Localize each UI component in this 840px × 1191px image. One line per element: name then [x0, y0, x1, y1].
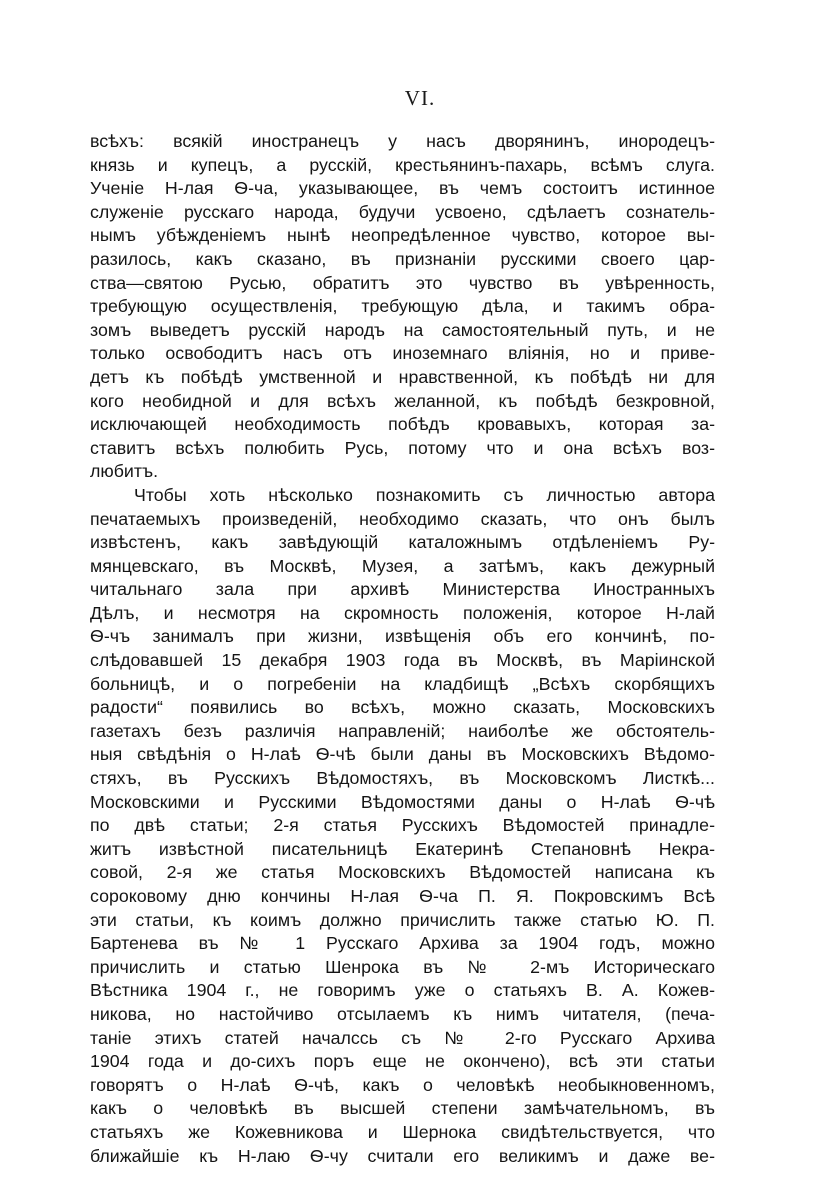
text-line: ства—святою Русью, обратитъ это чувство въ увѣренность, [90, 272, 715, 293]
text-line: 1904 года и до-сихъ поръ еще не окончено), всѣ эти статьи [90, 1051, 715, 1072]
text-line: всѣхъ: всякій иностранецъ у насъ дворянинъ, инородецъ- [90, 131, 715, 151]
paragraph-2 [90, 484, 715, 1168]
body-text [90, 130, 715, 1168]
text-line: Дѣлъ, и несмотря на скромность положенія, которое Н-лай [90, 602, 715, 623]
text-line: никова, но настойчиво отсылаемъ къ нимъ читателя, (печа- [90, 1003, 715, 1024]
text-line: ближайшіе къ Н-лаю Ѳ-чу считали его великимъ и даже ве- [90, 1145, 715, 1166]
text-line: кого необидной и для всѣхъ желанной, къ побѣдѣ безкровной, [90, 390, 715, 411]
text-line: стяхъ, въ Русскихъ Вѣдомостяхъ, въ Московскомъ Листкѣ... [90, 768, 715, 789]
text-line: Ученіе Н-лая Ѳ-ча, указывающее, въ чемъ состоитъ истинное [90, 178, 715, 199]
text-line: исключающей необходимость побѣдъ кровавыхъ, которая за- [90, 414, 715, 435]
page-number: VI. [404, 86, 436, 110]
text-line: любитъ. [90, 461, 159, 482]
text-line: Ѳ-чъ занималъ при жизни, извѣщенія объ его кончинѣ, по- [90, 626, 715, 647]
text-line: разилось, какъ сказано, въ признаніи русскими своего цар- [90, 248, 715, 269]
text-line: газетахъ безъ различія направленій; наиболѣе же обстоятель- [90, 720, 715, 741]
text-line: Бартенева въ № 1 Русскаго Архива за 1904 годъ, можно [90, 933, 715, 954]
text-line: эти статьи, къ коимъ должно причислить также статью Ю. П. [90, 909, 715, 930]
text-line: Чтобы хоть нѣсколько познакомить съ личностью автора [134, 484, 715, 505]
text-line: причислить и статью Шенрока въ № 2-мъ Историческаго [90, 956, 715, 977]
text-line: извѣстенъ, какъ завѣдующій каталожнымъ отдѣленіемъ Ру- [90, 532, 715, 553]
text-line: читальнаго зала при архивѣ Министерства Иностранныхъ [90, 579, 715, 600]
text-line: князь и купецъ, а русскій, крестьянинъ-пахарь, всѣмъ слуга. [90, 154, 715, 175]
text-line: сороковому дню кончины Н-лая Ѳ-ча П. Я. Покровскимъ Всѣ [90, 886, 715, 906]
text-line: требующую осуществленія, требующую дѣла, и такимъ обра- [90, 296, 715, 317]
text-line: говорятъ о Н-лаѣ Ѳ-чѣ, какъ о человѣкѣ необыкновенномъ, [90, 1074, 715, 1095]
text-line: печатаемыхъ произведеній, необходимо сказать, что онъ былъ [90, 508, 715, 529]
text-line: по двѣ статьи; 2-я статья Русскихъ Вѣдомостей принадле- [90, 815, 715, 836]
paragraph-1 [90, 130, 715, 484]
text-line: слѣдовавшей 15 декабря 1903 года въ Москвѣ, въ Маріинской [90, 650, 715, 671]
text-line: Вѣстника 1904 г., не говоримъ уже о статьяхъ В. А. Кожев- [90, 980, 715, 1001]
text-line: ставитъ всѣхъ полюбить Русь, потому что и она всѣхъ воз- [90, 437, 715, 458]
text-line: только освободитъ насъ отъ иноземнаго вліянія, но и приве- [90, 343, 715, 364]
text-line: ныя свѣдѣнія о Н-лаѣ Ѳ-чѣ были даны въ Московскихъ Вѣдомо- [90, 744, 715, 765]
text-line: совой, 2-я же статья Московскихъ Вѣдомостей написана къ [90, 862, 715, 883]
text-line: зомъ выведетъ русскій народъ на самостоятельный путь, и не [90, 319, 715, 340]
text-line: мянцевскаго, въ Москвѣ, Музея, а затѣмъ, какъ дежурный [90, 555, 715, 576]
text-line: служеніе русскаго народа, будучи усвоено, сдѣлаетъ сознатель- [90, 201, 715, 222]
text-line: житъ извѣстной писательницѣ Екатеринѣ Степановнѣ Некра- [90, 838, 715, 859]
text-line: таніе этихъ статей началсcь съ № 2-го Русскаго Архива [90, 1027, 715, 1048]
text-line: больницѣ, и о погребеніи на кладбищѣ „Всѣхъ скорбящихъ [90, 673, 715, 694]
text-line: нымъ убѣжденіемъ нынѣ неопредѣленное чувство, которое вы- [90, 225, 715, 246]
text-line: радости“ появились во всѣхъ, можно сказать, Московскихъ [90, 697, 715, 718]
text-line: Московскими и Русскими Вѣдомостями даны о Н-лаѣ Ѳ-чѣ [90, 791, 715, 812]
text-line: детъ къ побѣдѣ умственной и нравственной, къ побѣдѣ ни для [90, 366, 715, 387]
text-line: какъ о человѣкѣ въ высшей степени замѣчательномъ, въ [90, 1098, 715, 1119]
text-line: статьяхъ же Кожевникова и Шернока свидѣтельствуется, что [90, 1121, 715, 1142]
